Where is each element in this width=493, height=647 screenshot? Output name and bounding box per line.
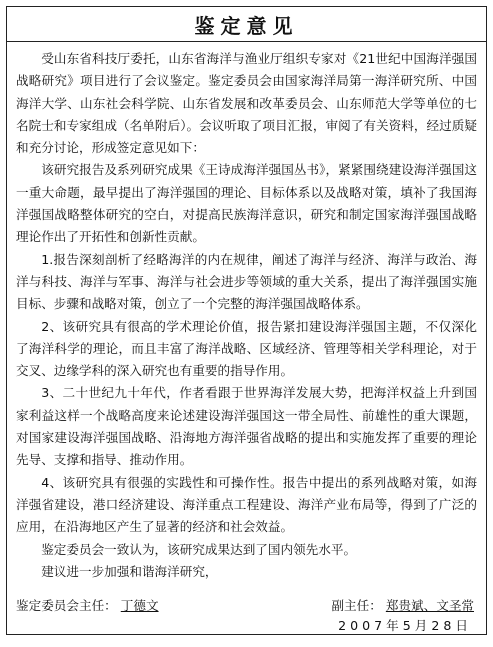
paragraph-intro: 受山东省科技厅委托，山东省海洋与渔业厅组织专家对《21世纪中国海洋强国战略研究》项目进行了会议鉴定。鉴定委员会由国家海洋局第一海洋研究所、中国海洋大学、山东社会科学院、山东省发展和改革委员会、山东师范大学等单位的七名院士和专家组成（名单附后）。会议听取了项目汇报，审阅了有关资料，经过质疑和充分讨论，形成签定意见如下： [16, 51, 477, 156]
title-row [7, 7, 486, 42]
vice-names: 郑贵斌、文圣常 [385, 598, 474, 613]
document-title: 鉴定意见 [194, 13, 299, 38]
paragraph-point-4: 4、该研究具有很强的实践性和可操作性。报告中提出的系列战略对策，如海洋强省建设，港口经济建设、海洋重点工程建设、海洋产业布局等，得到了广泛的应用，在沿海地区产生了显著的经济和社会效益。 [16, 474, 477, 535]
paragraph-suggestion: 建议进一步加强和谐海洋研究， [41, 563, 218, 579]
chair-label: 鉴定委员会主任： [16, 598, 117, 613]
paragraph-conclusion: 鉴定委员会一致认为，该研究成果达到了国内领先水平。 [41, 541, 357, 557]
chair-name: 丁德文 [120, 598, 159, 613]
vice-label: 副主任： [331, 598, 382, 613]
paragraph-point-3: 3、二十世纪九十年代，作者看跟于世界海洋发展大势，把海洋权益上升到国家利益这样一个战略高度来论述建设海洋强国这一带全局性、前雄性的重大课题，对国家建设海洋强国战略、沿海地方海洋强省战略的提出和实施发挥了重要的理论先导、支撑和指导、推动作用。 [16, 385, 477, 468]
paragraph-point-2: 2、该研究具有很高的学术理论价值，报告紧扣建设海洋强国主题，不仅深化了海洋科学的理论，而且丰富了海洋战略、区域经济、管理等相关学科理论，对于交叉、边缘学科的深入研究也有重要的指导作用。 [16, 318, 477, 379]
chair-signature [16, 595, 159, 614]
paragraph-summary: 该研究报告及系列研究成果《王诗成海洋强国丛书》，紧紧围绕建设海洋强国这一重大命题，最早提出了海洋强国的理论、目标体系以及战略对策，填补了我国海洋强国战略整体研究的空白，对提高民族海洋意识，研究和制定国家海洋强国战略理论作出了开拓性和创新性贡献。 [16, 162, 477, 245]
document-date: 2007年5月28日 [338, 618, 472, 633]
vice-signature [331, 595, 474, 614]
document-body [7, 42, 486, 583]
paragraph-point-1: 1.报告深刻剖析了经略海洋的内在规律，阐述了海洋与经济、海洋与政治、海洋与科技、海洋与军事、海洋与社会进步等领域的重大关系，提出了海洋强国实施目标、步骤和战略对策，创立了一个完整的海洋强国战略体系。 [16, 251, 477, 312]
signature-row [16, 595, 474, 614]
appraisal-document [6, 6, 487, 635]
